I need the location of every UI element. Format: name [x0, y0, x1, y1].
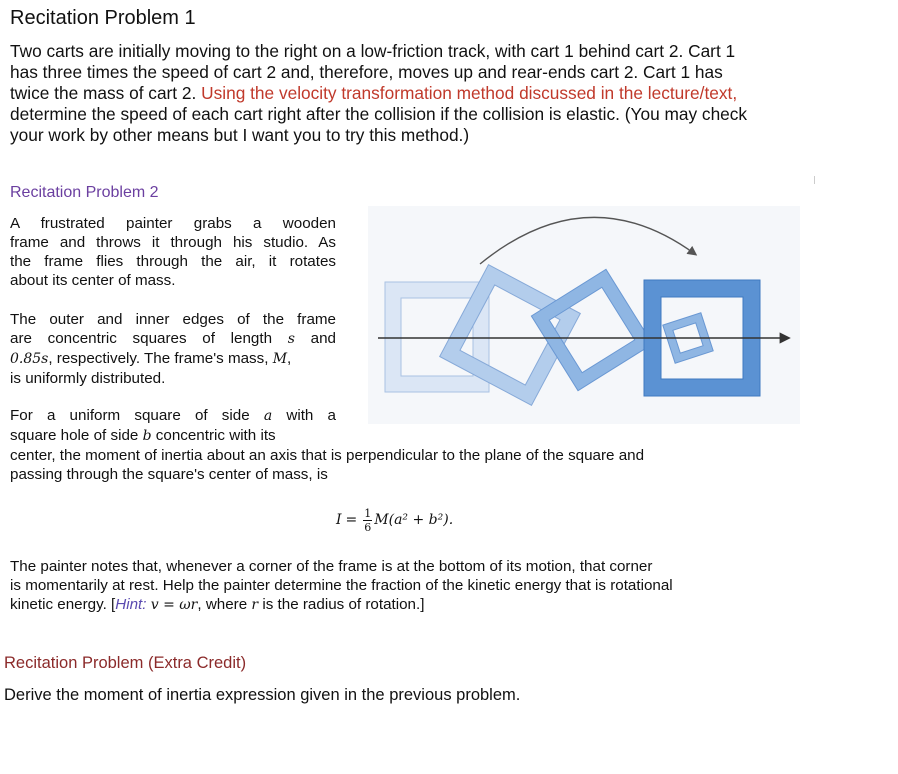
problem2-para4-line: is momentarily at rest. Help the painter determine the fraction of the kinetic energy that is rotational — [10, 577, 673, 594]
problem1-method-highlight: Using the velocity transformation method discussed in the lecture/text, — [201, 83, 738, 103]
hint-equation: v = ωr — [150, 597, 198, 613]
extra-credit-heading: Recitation Problem (Extra Credit) — [4, 654, 247, 672]
problem2-para2-line — [10, 329, 336, 349]
formula-rhs: M(a² + b²). — [374, 512, 454, 528]
problem1-text — [10, 41, 882, 146]
formula-equals: = — [345, 512, 358, 528]
problem2-para3-line — [10, 406, 336, 426]
problem2-para3-line — [10, 426, 644, 446]
hint-label: Hint: — [115, 596, 147, 613]
text-run: , — [287, 350, 292, 367]
var-s: s — [287, 331, 295, 347]
problem2-para2-line: is uniformly distributed. — [10, 370, 166, 387]
formula-lhs: I — [336, 512, 342, 528]
rotating-frame-diagram — [368, 206, 800, 424]
problem2-para1-line: the frame flies through the air, it rotates — [10, 253, 336, 270]
problem1-line1: Two carts are initially moving to the right on a low-friction track, with cart 1 behind cart 2. Cart 1 — [10, 41, 736, 61]
problem2-para1-line: about its center of mass. — [10, 272, 176, 289]
problem2-para3-line: passing through the square's center of mass, is — [10, 466, 328, 483]
rotation-arc-arrow — [480, 217, 695, 264]
formula-fraction — [363, 507, 372, 534]
problem2-heading: Recitation Problem 2 — [10, 184, 159, 201]
text-run: with a — [286, 407, 336, 424]
problem1-line5: your work by other means but I want you to try this method.) — [10, 125, 470, 145]
problem1-line2: has three times the speed of cart 2 and, therefore, moves up and rear-ends cart 2. Cart 1 has — [10, 62, 723, 82]
text-run: kinetic energy. [ — [10, 596, 116, 613]
problem2-para2-line: The outer and inner edges of the frame — [10, 311, 336, 328]
problem2-para4 — [10, 557, 673, 615]
problem2-para2-line — [10, 349, 336, 369]
problem2-para2 — [10, 310, 336, 388]
problem2-para1-line: frame and throws it through his studio. As — [10, 234, 336, 251]
var-b: b — [142, 428, 152, 444]
inner-length-value: 0.85s — [10, 351, 49, 367]
problem2-para3-line: center, the moment of inertia about an axis that is perpendicular to the plane of the square and — [10, 447, 645, 464]
problem1-line3-black: twice the mass of cart 2. — [10, 83, 197, 103]
frame-position-3 — [531, 269, 652, 390]
text-run: are concentric squares of length — [10, 330, 273, 347]
text-run: and — [310, 330, 336, 347]
text-run: For a uniform square of side — [10, 407, 250, 424]
divider-tick — [814, 176, 815, 184]
problem2-para1-line: A frustrated painter grabs a wooden — [10, 215, 336, 232]
var-a: a — [263, 408, 273, 424]
text-run: , respectively. The frame's mass, — [48, 350, 269, 367]
problem1-heading: Recitation Problem 1 — [10, 7, 196, 29]
text-run: concentric with its — [155, 427, 276, 444]
fraction-denominator: 6 — [364, 520, 372, 534]
text-run: , where — [197, 596, 248, 613]
problem2-para1 — [10, 214, 336, 290]
rotating-frame-figure — [368, 206, 800, 424]
fraction-numerator: 1 — [364, 506, 372, 520]
var-r: r — [251, 597, 259, 613]
moment-of-inertia-formula — [336, 499, 453, 541]
text-run: square hole of side — [10, 427, 139, 444]
extra-credit-text: Derive the moment of inertia expression given in the previous problem. — [4, 686, 521, 704]
var-M: M — [272, 351, 288, 367]
problem1-line4: determine the speed of each cart right after the collision if the collision is elastic. (You may check — [10, 104, 748, 124]
text-run: is the radius of rotation.] — [262, 596, 425, 613]
problem1-line3 — [10, 83, 882, 104]
problem2-para4-line — [10, 595, 673, 615]
problem2-para4-line: The painter notes that, whenever a corner of the frame is at the bottom of its motion, that corner — [10, 558, 653, 575]
